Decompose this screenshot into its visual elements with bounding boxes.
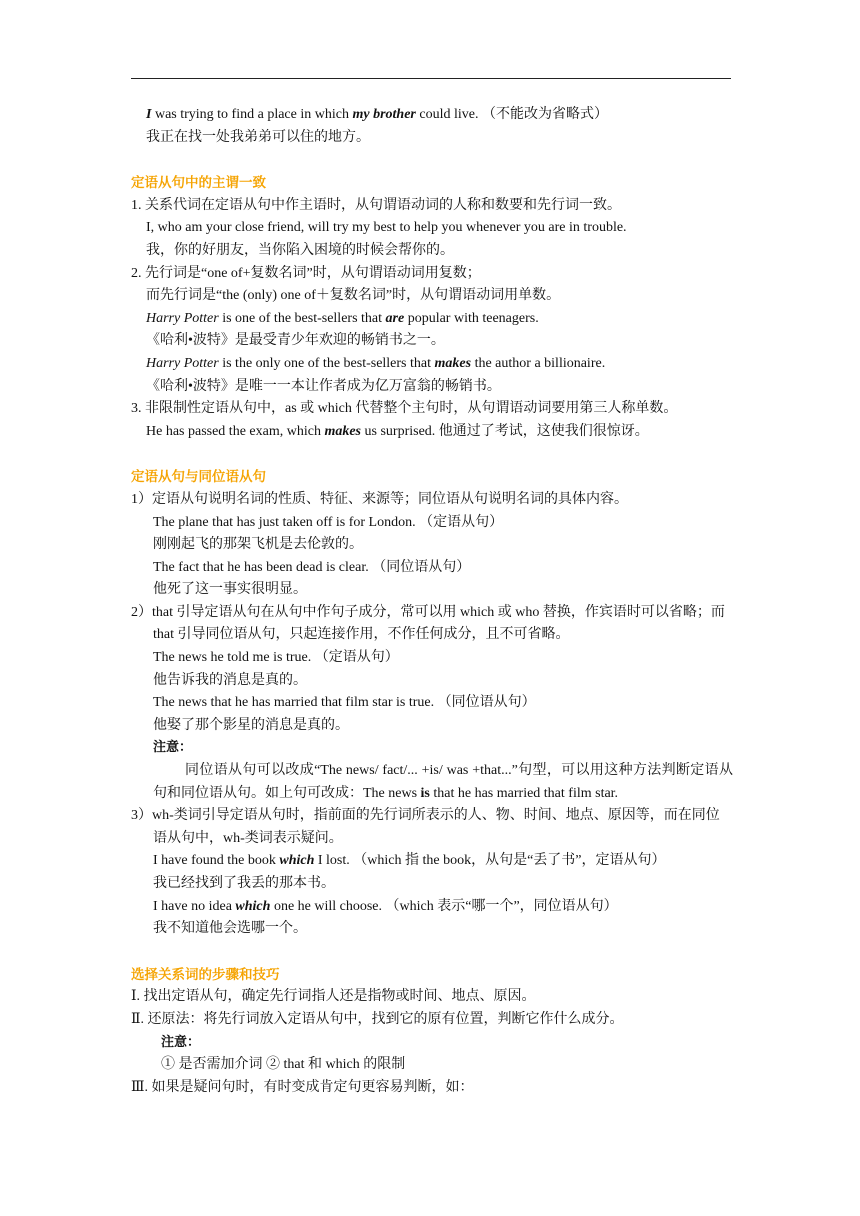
translation-line: [131, 579, 733, 602]
emphasis-text: Harry Potter: [146, 355, 219, 371]
section-spacer: [131, 443, 733, 466]
text-run: 我已经找到了我丢的那本书。: [153, 876, 335, 891]
example-line: [131, 217, 733, 240]
translation-line: [131, 127, 733, 150]
text-run: He has passed the exam, which: [146, 423, 325, 439]
translation-line: [131, 376, 733, 399]
example-line: [131, 557, 733, 580]
text-run: Ⅰ. 找出定语从句，确定先行词指人还是指物或时间、地点、原因。: [131, 989, 536, 1005]
translation-line: [131, 330, 733, 353]
translation-line: [131, 715, 733, 738]
example-line: [131, 353, 733, 376]
document-body: [131, 104, 733, 1099]
emphasis-text: Harry Potter: [146, 310, 219, 326]
note-item-line: [131, 1054, 733, 1077]
note-label-line: [131, 737, 733, 760]
text-run: 《哈利•波特》是最受青少年欢迎的畅销书之一。: [146, 333, 445, 349]
rule-line: [131, 285, 733, 308]
text-run: us surprised. 他通过了考试，这使我们很惊讶。: [361, 423, 649, 439]
example-line: [131, 692, 733, 715]
translation-line: [131, 873, 733, 896]
text-run: 1）定语从句说明名词的性质、特征、来源等；同位语从句说明名词的具体内容。: [131, 491, 628, 507]
rule-line: [131, 398, 733, 421]
text-run: 3）wh-类词引导定语从句时，指前面的先行词所表示的人、物、时间、地点、原因等，而在同位语从句中，wh-类词表示疑问。: [131, 808, 720, 846]
text-run: 他死了这一事实很明显。: [153, 582, 307, 598]
text-run: 刚刚起飞的那架飞机是去伦敦的。: [153, 537, 363, 553]
emphasis-text: which: [279, 853, 315, 869]
text-run: The plane that has just taken off is for London. （定语从句）: [153, 514, 504, 530]
translation-line: [131, 918, 733, 941]
section-heading: [131, 964, 733, 987]
emphasis-text: makes: [324, 423, 362, 439]
text-run: I have no idea: [153, 898, 236, 914]
rule-line: [131, 986, 733, 1009]
text-run: 《哈利•波特》是唯一一本让作者成为亿万富翁的畅销书。: [146, 378, 501, 394]
text-run: the author a billionaire.: [471, 355, 606, 371]
text-run: I lost. （which 指 the book，从句是“丢了书”，定语从句）: [314, 853, 666, 869]
section-heading: [131, 172, 733, 195]
text-run: is the only one of the best-sellers that: [218, 355, 435, 371]
emphasis-text: I: [146, 107, 152, 122]
text-run: The news that he has married that film star is true. （同位语从句）: [153, 695, 536, 711]
text-run: 他告诉我的消息是真的。: [153, 672, 307, 688]
text-run: 定语从句与同位语从句: [131, 469, 266, 486]
rule-line: [131, 1009, 733, 1032]
text-run: 3. 非限制性定语从句中，as 或 which 代替整个主句时，从句谓语动词要用第三人称单数。: [131, 401, 678, 417]
rule-line: [131, 602, 733, 647]
section-heading: [131, 466, 733, 489]
example-line: [131, 104, 733, 127]
example-line: [131, 896, 733, 919]
text-run: was trying to find a place in which: [151, 107, 353, 122]
emphasis-text: which: [235, 898, 271, 914]
note-text-line: [131, 760, 733, 805]
text-run: 我不知道他会选哪一个。: [153, 921, 307, 937]
text-run: is one of the best-sellers that: [218, 310, 386, 326]
emphasis-text: makes: [434, 355, 472, 371]
example-line: [131, 421, 733, 444]
text-run: 而先行词是“the (only) one of＋复数名词”时，从句谓语动词用单数。: [146, 288, 561, 304]
text-run: The fact that he has been dead is clear. （同位语从句）: [153, 559, 471, 575]
text-run: popular with teenagers.: [404, 310, 539, 326]
text-run: 注意：: [153, 740, 193, 756]
text-run: 我正在找一处我弟弟可以住的地方。: [146, 129, 370, 145]
text-run: 1. 关系代词在定语从句中作主语时，从句谓语动词的人称和数要和先行词一致。: [131, 197, 621, 213]
text-run: 我，你的好朋友，当你陷入困境的时候会帮你的。: [146, 242, 454, 258]
text-run: that he has married that film star.: [429, 785, 619, 801]
text-run: Ⅲ. 如果是疑问句时，有时变成肯定句更容易判断，如：: [131, 1079, 474, 1095]
rule-line: [131, 1077, 733, 1100]
emphasis-text: are: [385, 310, 405, 326]
text-run: I have found the book: [153, 853, 280, 869]
text-run: 定语从句中的主谓一致: [131, 175, 266, 192]
section-spacer: [131, 941, 733, 964]
note-label-line: [131, 1032, 733, 1055]
text-run: 选择关系词的步骤和技巧: [131, 966, 280, 983]
text-run: 他娶了那个影星的消息是真的。: [153, 717, 349, 733]
example-line: [131, 308, 733, 331]
text-run: ① 是否需加介词 ② that 和 which 的限制: [161, 1057, 406, 1073]
emphasis-text: is: [420, 785, 430, 801]
rule-line: [131, 195, 733, 218]
translation-line: [131, 240, 733, 263]
text-run: 2）that 引导定语从句在从句中作句子成分，常可以用 which 或 who 替换，作宾语时可以省略；而 that 引导同位语从句，只起连接作用，不作任何成分，且不可省略。: [131, 604, 725, 643]
rule-line: [131, 489, 733, 512]
example-line: [131, 512, 733, 535]
example-line: [131, 647, 733, 670]
example-line: [131, 850, 733, 873]
translation-line: [131, 534, 733, 557]
emphasis-text: my brother: [352, 107, 416, 122]
text-run: 2. 先行词是“one of+复数名词”时，从句谓语动词用复数；: [131, 265, 481, 281]
text-run: The news he told me is true. （定语从句）: [153, 650, 399, 666]
section-spacer: [131, 149, 733, 172]
rule-line: [131, 805, 733, 850]
text-run: 注意：: [161, 1034, 201, 1050]
rule-line: [131, 263, 733, 286]
header-rule: [131, 78, 731, 79]
text-run: one he will choose. （which 表示“哪一个”，同位语从句）: [270, 898, 618, 914]
translation-line: [131, 670, 733, 693]
text-run: 同位语从句可以改成“The news/ fact/... +is/ was +that...”句型，可以用这种方法判断定语从句和同位语从句。如上句可改成：The news: [153, 763, 733, 801]
text-run: I, who am your close friend, will try my best to help you whenever you are in trouble.: [146, 220, 627, 236]
text-run: could live. （不能改为省略式）: [415, 107, 608, 122]
text-run: Ⅱ. 还原法：将先行词放入定语从句中，找到它的原有位置，判断它作什么成分。: [131, 1011, 624, 1027]
